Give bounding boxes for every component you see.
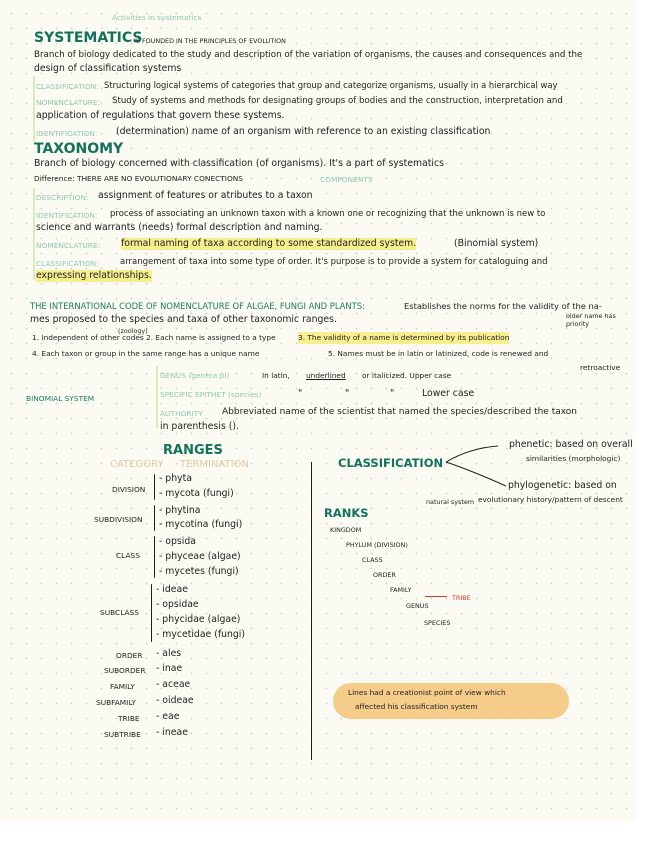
tax-description-text: assignment of features or atributes to a taxon [98,190,313,201]
genus-label: GENUS (genera pl) [160,371,230,380]
lower-case: Lower case [422,388,475,399]
rank-item: CLASS [362,556,383,564]
code-line-2: mes proposed to the species and taxa of other taxonomic ranges. [30,314,337,325]
binomial-label: BINOMIAL SYSTEM [26,394,95,403]
taxonomy-components: COMPONENTS [320,175,373,184]
systematics-line-1: Branch of biology dedicated to the study and description of the variation of organisms, the causes and consequences and the [34,50,583,60]
range-brace [151,584,152,642]
taxonomy-line-1: Branch of biology concerned with classification (of organisms). It's a part of systematics [34,158,444,169]
code-rule-4: 4. Each taxon or group in the same range has a unique name [32,349,260,358]
range-termination: - aceae [156,679,191,690]
sys-classification-label: CLASSIFICATION: [36,82,99,91]
authority-text: Abbreviated name of the scientist that named the species/described the taxon [222,407,577,417]
range-termination: - inae [156,663,183,674]
range-termination: - phyta [159,473,192,484]
range-category: SUBCLASS [100,608,139,617]
range-termination: - phycidae (algae) [156,614,241,625]
taxonomy-bracket [33,188,35,280]
phenetic-text-2: similarities (morphologic) [526,454,621,463]
range-termination: - ineae [156,727,188,738]
code-rule-5: 5. Names must be in latin or latinized, code is renewed and [328,349,549,358]
tax-nomenclature-label: NOMENCLATURE: [36,241,101,250]
genus-underlined: underlined [306,371,346,380]
sys-identification-text: (determination) name of an organism with reference to an existing classification [116,126,491,137]
range-category: SUBFAMILY [96,698,137,707]
range-termination: - opsidae [156,599,199,610]
sys-nomenclature-label: NOMENCLATURE: [36,98,101,107]
range-termination: - oideae [156,695,194,706]
sys-classification-text: Structuring logical systems of categories that group and categorize organisms, usually in a hierarchical way [104,80,558,90]
range-brace [154,505,155,531]
range-category: SUBORDER [104,666,146,675]
range-brace [154,474,155,500]
ditto-2: " [345,388,350,399]
tribe-arrow [425,596,447,597]
sys-identification-label: IDENTIFICATION: [36,129,98,138]
range-termination: - eae [156,711,180,722]
rank-item: FAMILY [390,586,412,594]
epithet-label: SPECIFIC EPITHET (species) [160,390,262,399]
authority-label: AUTHORITY [160,409,203,418]
code-rule-1: 1. Independent of other codes [32,333,144,342]
sys-nomenclature-text: Study of systems and methods for designating groups of bodies and the construction, interpretation and [112,96,563,106]
ranks-title: RANKS [324,506,369,520]
range-category: FAMILY [110,682,135,691]
sys-nomenclature-text-2: application of regulations that govern these systems. [36,110,285,121]
range-category: SUBTRIBE [104,730,141,739]
rank-item: KINGDOM [330,526,362,534]
ditto-3: " [390,388,395,399]
column-divider [311,462,312,760]
tax-classification-label: CLASSIFICATION: [36,259,99,268]
range-termination: - phyceae (algae) [159,551,241,562]
tax-identification-text: process of associating an unknown taxon with a known one or recognizing that the unknown is new to [110,209,546,219]
range-termination: - mycetes (fungi) [159,566,239,577]
binomial-bracket [156,366,158,428]
systematics-subtitle: IS FOUNDED IN THE PRINCIPLES OF EVOLUTION [134,37,286,45]
ranges-col-termination: TERMINATION [180,459,249,470]
code-line-1: Establishes the norms for the validity of the na- [404,301,602,311]
rank-item: GENUS [406,602,429,610]
genus-text-2: or italicized. Upper case [362,371,452,380]
range-category: SUBDIVISION [94,515,143,524]
range-category: TRIBE [118,714,140,723]
range-termination: - mycotina (fungi) [159,519,243,530]
phylo-text: phylogenetic: based on [508,480,617,491]
phylo-text-2: evolutionary history/pattern of descent [478,495,623,504]
rank-tribe: TRIBE [452,594,471,602]
tax-nomenclature-note: (Binomial system) [454,238,539,249]
range-termination: - ideae [156,584,188,595]
systematics-line-2: design of classification systems [34,63,182,74]
tax-identification-text-2: science and warrants (needs) formal description and naming. [36,222,323,233]
tax-identification-label: IDENTIFICATION: [36,211,98,220]
range-termination: - phytina [159,505,201,516]
range-termination: - opsida [159,536,196,547]
code-title: THE INTERNATIONAL CODE OF NOMENCLATURE OF ALGAE, FUNGI AND PLANTS: [30,301,365,311]
tax-nomenclature-text: formal naming of taxa according to some standardized system. [121,238,417,249]
code-note-top: older name has priority [566,312,616,328]
natural-system: natural system [426,498,474,506]
rank-item: PHYLUM (DIVISION) [346,541,408,549]
note-line-1: Lines had a creationist point of view which [348,688,506,697]
range-category: ORDER [116,651,143,660]
tax-classification-text: arrangement of taxa into some type of order. It's purpose is to provide a system for cataloguing and [120,257,548,267]
range-termination: - mycetidae (fungi) [156,629,245,640]
tax-description-label: DESCRIPTION: [36,193,89,202]
range-category: CLASS [116,551,140,560]
ranges-col-category: CATEGORY [110,459,164,470]
tax-classification-text-2: expressing relationships. [36,270,152,281]
code-zoology: (zoology) [118,327,148,335]
range-category: DIVISION [112,485,146,494]
ditto-1: " [298,388,303,399]
range-brace [154,536,155,578]
authority-text-2: in parenthesis (). [160,421,239,432]
code-rule-2: 2. Each name is assigned to a type [146,333,276,342]
phenetic-text: phenetic: based on overall [509,439,633,450]
classification-title: CLASSIFICATION [338,456,444,470]
tag-label: Activities in systematics [112,13,202,22]
systematics-title: SYSTEMATICS [34,30,143,46]
code-rule-3: 3. The validity of a name is determined by its publication [298,333,510,342]
ranges-title: RANGES [163,443,223,458]
rank-item: ORDER [373,571,396,579]
systematics-bracket [33,76,35,142]
range-termination: - mycota (fungi) [159,488,234,499]
taxonomy-title: TAXONOMY [34,141,124,157]
note-line-2: affected his classification system [355,702,478,711]
range-termination: - ales [156,648,182,659]
taxonomy-difference: Difference: THERE ARE NO EVOLUTIONARY CONECTIONS [34,174,244,183]
genus-text: In latin, [262,371,290,380]
code-rule-5b: retroactive [580,363,621,372]
rank-item: SPECIES [424,619,451,627]
